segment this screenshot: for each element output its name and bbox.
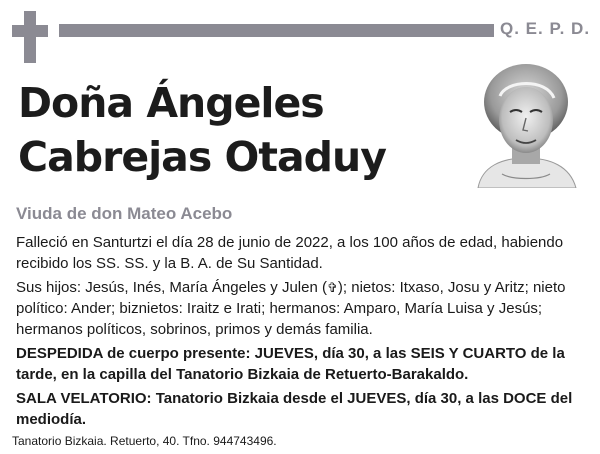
notice-body xyxy=(16,232,596,433)
family-paragraph xyxy=(16,277,596,340)
name-line-1: Doña Ángeles xyxy=(18,79,324,127)
header-rule xyxy=(59,24,494,37)
small-cross-icon: ✞ xyxy=(326,280,338,295)
wake-paragraph: SALA VELATORIO: Tanatorio Bizkaia desde el JUEVES, día 30, a las DOCE del mediodía. xyxy=(16,390,573,428)
widow-of-line: Viuda de don Mateo Acebo xyxy=(16,204,233,223)
farewell-paragraph: DESPEDIDA de cuerpo presente: JUEVES, día 30, a las SEIS Y CUARTO de la tarde, en la capilla del Tanatorio Bizkaia de Retuerto-Barakaldo. xyxy=(16,345,565,383)
cross-icon xyxy=(12,11,48,63)
footer-contact: Tanatorio Bizkaia. Retuerto, 40. Tfno. 944743496. xyxy=(12,434,277,448)
name-line-2: Cabrejas Otaduy xyxy=(18,133,386,181)
death-notice-paragraph: Falleció en Santurtzi el día 28 de junio de 2022, a los 100 años de edad, habiendo recibido los SS. SS. y la B. A. de Su Santidad. xyxy=(16,234,564,272)
deceased-name xyxy=(18,76,386,184)
family-text-part-1: Sus hijos: Jesús, Inés, María Ángeles y Julen ( xyxy=(16,279,327,296)
family-text-part-2: ); nietos: Itxaso, Josu y Aritz; nieto político: Ander; biznietos: Iraitz e Irati; hermanos: Amparo, María Luisa y Jesús; hermanos políticos, sobrinos, primos y demás familia. xyxy=(16,279,566,338)
portrait-photo xyxy=(472,62,580,188)
qepd-label: Q. E. P. D. xyxy=(500,19,591,38)
